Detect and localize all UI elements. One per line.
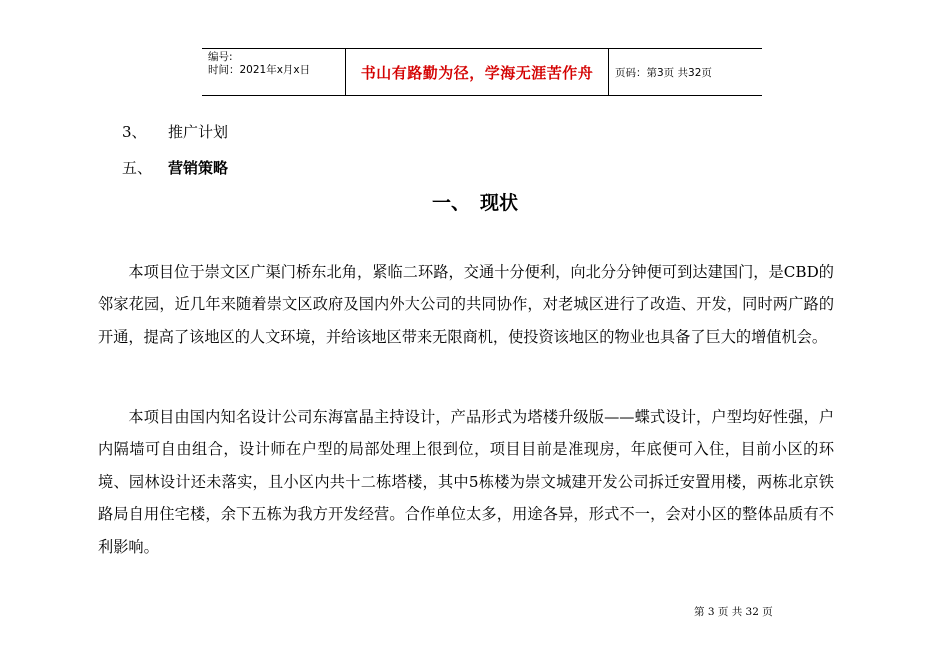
page-label: 页码：第3页 共32页: [615, 66, 712, 79]
page-footer: 第 3 页 共 32 页: [694, 606, 773, 618]
serial-label: 编号:: [208, 51, 233, 63]
outline-item: [122, 121, 228, 142]
header-page: [609, 49, 762, 95]
outline-item: [122, 157, 228, 178]
body-paragraph: 本项目由国内知名设计公司东海富晶主持设计，产品形式为塔楼升级版——蝶式设计，户型均好性强，户内隔墙可自由组合，设计师在户型的局部处理上很到位，项目目前是准现房，年底便可入住，目前小区的环境、园林设计还未落实，且小区内共十二栋塔楼，其中5栋楼为崇文城建开发公司拆迁安置用楼，两栋北京铁路局自用住宅楼，余下五栋为我方开发经营。合作单位太多，用途各异，形式不一，会对小区的整体品质有不利影响。: [98, 408, 834, 556]
section-heading: [0, 188, 950, 215]
date-label: 时间：2021年x月x日: [208, 64, 311, 76]
outline-item-number: 五、: [122, 159, 153, 177]
header-meta: [202, 49, 345, 95]
outline-item-number: 3、: [122, 123, 147, 141]
section-number: 一、: [431, 192, 470, 214]
body-paragraph: 本项目位于崇文区广渠门桥东北角，紧临二环路，交通十分便利，向北分分钟便可到达建国门，是CBD的邻家花园，近几年来随着崇文区政府及国内外大公司的共同协作，对老城区进行了改造、开发，同时两广路的开通，提高了该地区的人文环境，并给该地区带来无限商机，使投资该地区的物业也具备了巨大的增值机会。: [98, 263, 834, 346]
outline-item-text: 营销策略: [168, 159, 229, 177]
header-motto: [345, 49, 609, 95]
motto-text: 书山有路勤为径，学海无涯苦作舟: [360, 63, 594, 82]
outline-item-text: 推广计划: [168, 123, 229, 141]
page-header: [202, 48, 762, 96]
section-title: 现状: [480, 192, 519, 214]
